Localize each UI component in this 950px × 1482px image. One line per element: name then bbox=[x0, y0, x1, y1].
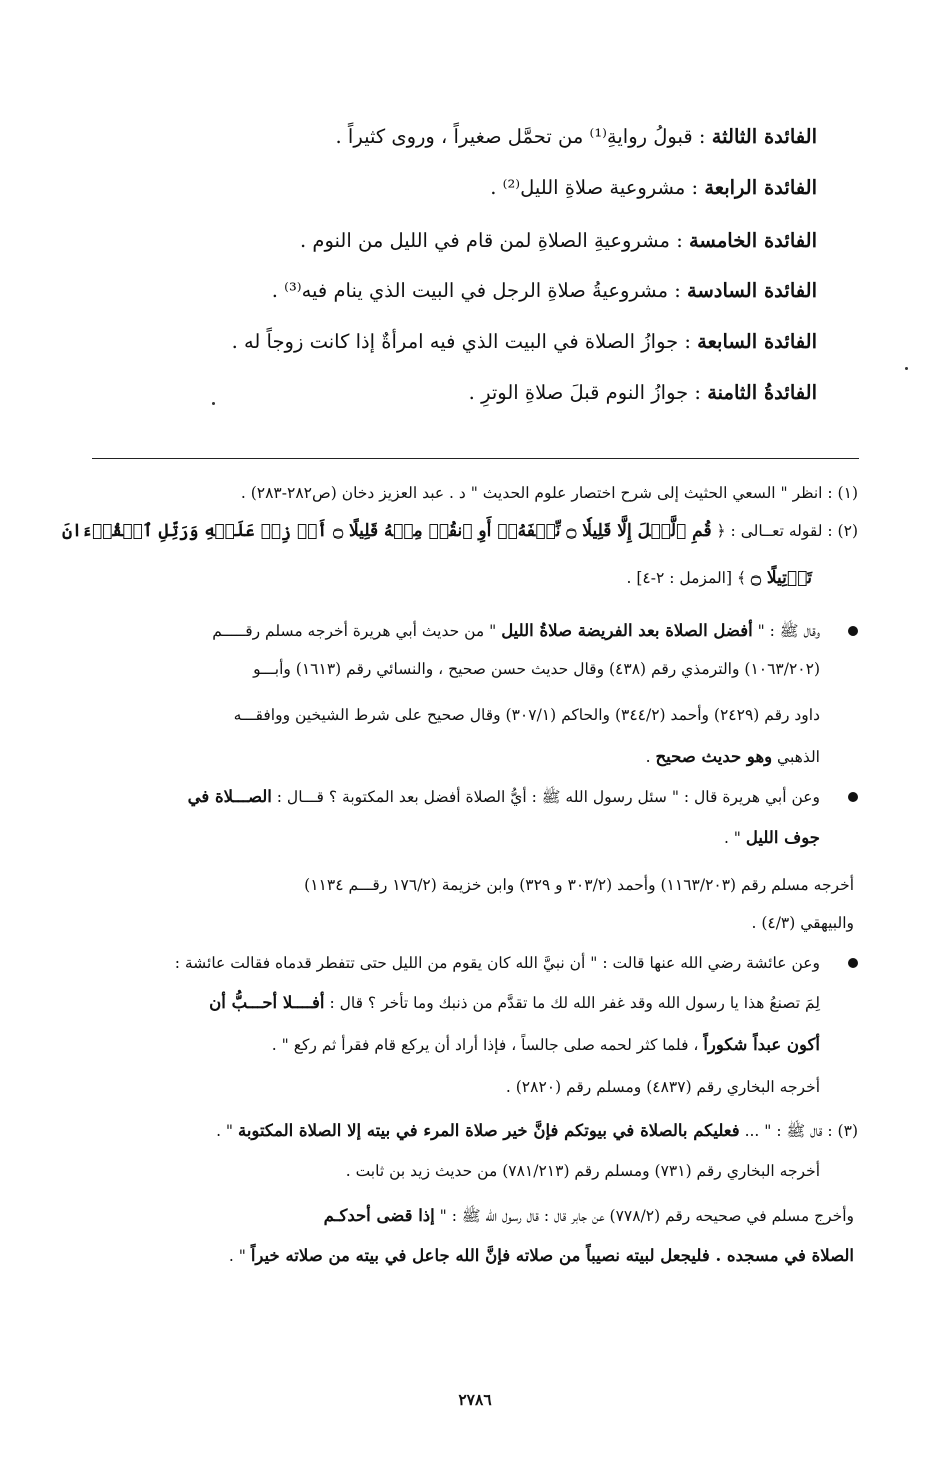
bullet-2-line-1 bbox=[88, 784, 820, 810]
bullet-point bbox=[848, 626, 858, 636]
faida-text: : جوازُ النوم قبلَ صلاةِ الوترِ . bbox=[468, 381, 708, 404]
faida-label: الفائدة السادسة bbox=[686, 279, 817, 302]
text-run: لِمَ تصنعُ هذا يا رسول الله وقد غفر الله لك ما تقدَّم من ذنبك وما تأخر ؟ قال : bbox=[324, 994, 820, 1012]
footnote-1: (١) : انظر " السعي الحثيث إلى شرح اختصار علوم الحديث " د . عبد العزيز دخان (ص٢٨٢-٢٨٣) . bbox=[240, 484, 858, 502]
faida-7 bbox=[97, 327, 817, 357]
ink-dot bbox=[905, 367, 908, 370]
bullet-3-line-3 bbox=[88, 1032, 820, 1058]
footnote-3-line-4 bbox=[88, 1243, 854, 1269]
text-run: " من حديث أبي هريرة أخرجه مسلم رقـــــم bbox=[212, 622, 502, 640]
bullet-2-line-4: والبيهقي (٤/٣) . bbox=[751, 914, 854, 932]
faida-label: الفائدةُ الثامنة bbox=[707, 381, 817, 404]
footnote-divider bbox=[92, 458, 859, 459]
text-run: الذهبي bbox=[772, 748, 820, 766]
faida-text: : مشروعيةُ صلاةِ الرجل في البيت الذي ينام فيه⁽³⁾ . bbox=[271, 279, 687, 302]
text-run: وأخرج مسلم في صحيحه رقم (٧٧٨/٢) عن جابر قال : قال رسول الله ﷺ : " bbox=[434, 1207, 854, 1225]
bullet-3-line-2 bbox=[88, 990, 820, 1016]
footnote-3-line-2: أخرجه البخاري رقم (٧٣١) ومسلم رقم (٧٨١/٢١٣) من حديث زيد بن ثابت . bbox=[345, 1162, 820, 1180]
text-run: . bbox=[645, 748, 656, 766]
footnote-3-line-1 bbox=[88, 1118, 858, 1144]
hadith-text: أفضل الصلاة بعد الفريضة صلاةُ الليل bbox=[501, 621, 753, 640]
grading-text: وهو حديث صحيح bbox=[655, 747, 773, 766]
faida-label: الفائدة الثالثة bbox=[711, 125, 817, 148]
text-run: " . bbox=[228, 1247, 251, 1265]
faida-4 bbox=[97, 173, 817, 203]
bullet-3-line-1: وعن عائشة رضي الله عنها قالت : " أن نبيَّ الله كان يقوم من الليل حتى تتفطر قدماه فقالت عائشة : bbox=[174, 954, 820, 972]
text-run: ، فلما كثر لحمه صلى جالساً ، فإذا أراد أن يركع قام فقرأ ثم ركع " . bbox=[271, 1036, 704, 1054]
text-run: وقال ﷺ : " bbox=[752, 622, 820, 640]
bullet-1-line-1 bbox=[88, 618, 820, 644]
faida-label: الفائدة السابعة bbox=[697, 330, 817, 353]
faida-label: الفائدة الخامسة bbox=[688, 229, 817, 252]
page-number: ٢٧٨٦ bbox=[458, 1390, 492, 1409]
hadith-text: أكون عبداً شكوراً bbox=[703, 1035, 820, 1054]
quran-verse: تَرۡتِيلًا ۝ bbox=[750, 568, 812, 588]
faida-text: : قبولُ روايةِ⁽¹⁾ من تحمَّل صغيراً ، وروى كثيراً . bbox=[335, 125, 712, 148]
bullet-2-line-3: أخرجه مسلم رقم (١١٦٣/٢٠٣) وأحمد (٣٠٣/٢ و ٣٢٩) وابن خزيمة (١٧٦/٢ رقـــم ١١٣٤) bbox=[304, 876, 854, 894]
hadith-text: الصلاة في مسجده . فليجعل لبيته نصيباً من صلاته فإنَّ الله جاعل في بيته من صلاته خيراً bbox=[250, 1246, 854, 1265]
hadith-text: جوف الليل bbox=[745, 828, 820, 847]
quran-reference: ﴾ [المزمل : ٢-٤] . bbox=[626, 569, 751, 587]
text-run: " . bbox=[216, 1122, 238, 1140]
footnote-2-line-1 bbox=[62, 518, 858, 544]
text-run: وعن أبي هريرة قال : " سئل رسول الله ﷺ : أيُّ الصلاة أفضل بعد المكتوبة ؟ قـــال : bbox=[271, 788, 820, 806]
bullet-1-line-3: داود رقم (٢٤٢٩) وأحمد (٣٤٤/٢) والحاكم (٣٠٧/١) وقال صحيح على شرط الشيخين ووافقـــه bbox=[233, 706, 820, 724]
bullet-point bbox=[848, 958, 858, 968]
quran-verse: قُمِ ٱلَّيۡلَ إِلَّا قَلِيلٗا ۝ نِّصۡفَهُۥٓ أَوِ ٱنقُصۡ مِنۡهُ قَلِيلًا ۝ أَوۡ زِدۡ عَلَيۡهِ وَرَتِّلِ ٱلۡقُرۡءَانَ bbox=[62, 521, 712, 541]
ink-dot bbox=[212, 402, 215, 405]
faida-text: : جوازُ الصلاة في البيت الذي فيه امرأةٌ إذا كانت زوجاً له . bbox=[231, 330, 698, 353]
hadith-text: الصـــلاة في bbox=[187, 787, 272, 806]
bullet-3-line-4: أخرجه البخاري رقم (٤٨٣٧) ومسلم رقم (٢٨٢٠) . bbox=[505, 1078, 820, 1096]
footnote-3-line-3 bbox=[88, 1203, 854, 1229]
faida-3 bbox=[97, 122, 817, 152]
text-run: " . bbox=[723, 829, 746, 847]
faida-6 bbox=[97, 276, 817, 306]
faida-text: : مشروعيةِ الصلاةِ لمن قام في الليل من النوم . bbox=[299, 229, 689, 252]
bullet-1-line-4 bbox=[88, 744, 820, 770]
hadith-text: فعليكم بالصلاة في بيوتكم فإنَّ خير صلاة المرء في بيته إلا الصلاة المكتوبة bbox=[237, 1121, 740, 1140]
footnote-2-intro: (٢) : لقوله تعــالى : ﴿ bbox=[711, 522, 858, 540]
faida-5 bbox=[97, 226, 817, 256]
faida-label: الفائدة الرابعة bbox=[704, 176, 817, 199]
faida-text: : مشروعية صلاةِ الليل⁽²⁾ . bbox=[490, 176, 705, 199]
faida-8 bbox=[97, 378, 817, 408]
hadith-text: إذا قضى أحدكـم bbox=[323, 1206, 435, 1225]
bullet-1-line-2: (١٠٦٣/٢٠٢) والترمذي رقم (٤٣٨) وقال حديث حسن صحيح ، والنسائي رقم (١٦١٣) وأبـــو bbox=[253, 660, 820, 678]
bullet-point bbox=[848, 792, 858, 802]
footnote-2-line-2 bbox=[88, 565, 812, 591]
bullet-2-line-2 bbox=[88, 825, 820, 851]
hadith-text: أفــــلا أحـــبُّ أن bbox=[209, 993, 325, 1012]
text-run: (٣) : قال ﷺ : " ... bbox=[739, 1122, 858, 1140]
